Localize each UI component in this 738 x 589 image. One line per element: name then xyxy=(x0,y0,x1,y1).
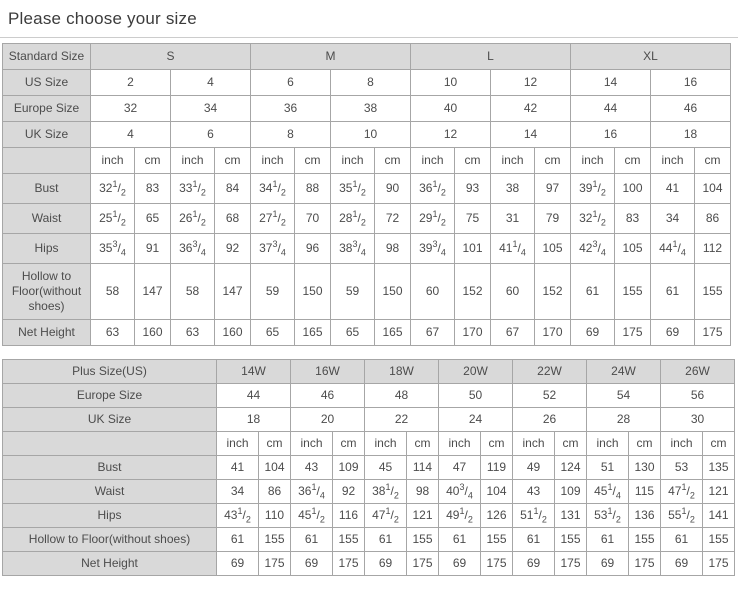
unit-cell: cm xyxy=(629,432,661,456)
value-cell: 121 xyxy=(407,504,439,528)
value-cell: 56 xyxy=(661,384,735,408)
value-cell: 175 xyxy=(407,552,439,576)
value-cell: $33^1/_2$ xyxy=(171,174,215,204)
value-cell: 4 xyxy=(91,122,171,148)
unit-cell: cm xyxy=(695,148,731,174)
unit-cell: inch xyxy=(91,148,135,174)
row-label: UK Size xyxy=(3,122,91,148)
value-cell: 69 xyxy=(661,552,703,576)
table-row xyxy=(3,384,735,408)
value-cell: 61 xyxy=(513,528,555,552)
unit-cell: cm xyxy=(375,148,411,174)
value-cell: 160 xyxy=(215,320,251,346)
value-cell: 16 xyxy=(651,70,731,96)
unit-cell: inch xyxy=(331,148,375,174)
size-group-cell: S xyxy=(91,44,251,70)
unit-cell: cm xyxy=(615,148,651,174)
value-cell: 109 xyxy=(333,456,365,480)
value-cell: 58 xyxy=(171,264,215,320)
value-cell: 135 xyxy=(703,456,735,480)
value-cell: 69 xyxy=(513,552,555,576)
value-cell: 69 xyxy=(291,552,333,576)
value-cell: 53 xyxy=(661,456,703,480)
value-cell: $43^1/_2$ xyxy=(217,504,259,528)
value-cell: 155 xyxy=(615,264,651,320)
value-cell: 69 xyxy=(365,552,407,576)
table-row xyxy=(3,480,735,504)
value-cell: 147 xyxy=(215,264,251,320)
value-cell: 28 xyxy=(587,408,661,432)
size-group-cell: 20W xyxy=(439,360,513,384)
page-title: Please choose your size xyxy=(8,9,197,28)
unit-cell: inch xyxy=(291,432,333,456)
unit-cell: cm xyxy=(135,148,171,174)
value-cell: $39^1/_2$ xyxy=(571,174,615,204)
unit-cell: cm xyxy=(555,432,587,456)
value-cell: $25^1/_2$ xyxy=(91,204,135,234)
table-row xyxy=(3,552,735,576)
value-cell: $36^1/_2$ xyxy=(411,174,455,204)
unit-cell: cm xyxy=(481,432,513,456)
unit-cell: inch xyxy=(171,148,215,174)
value-cell: 67 xyxy=(491,320,535,346)
table-row xyxy=(3,234,731,264)
value-cell: 155 xyxy=(407,528,439,552)
row-label: Waist xyxy=(3,480,217,504)
value-cell: $39^3/_4$ xyxy=(411,234,455,264)
table-row xyxy=(3,432,735,456)
table-row xyxy=(3,70,731,96)
value-cell: 96 xyxy=(295,234,331,264)
value-cell: 34 xyxy=(217,480,259,504)
value-cell: 170 xyxy=(535,320,571,346)
value-cell: 160 xyxy=(135,320,171,346)
value-cell: 61 xyxy=(365,528,407,552)
value-cell: 175 xyxy=(703,552,735,576)
value-cell: 14 xyxy=(571,70,651,96)
value-cell: 175 xyxy=(629,552,661,576)
value-cell: 84 xyxy=(215,174,251,204)
size-group-cell: 18W xyxy=(365,360,439,384)
size-group-cell: XL xyxy=(571,44,731,70)
standard-size-table xyxy=(2,43,731,346)
table-row xyxy=(3,504,735,528)
value-cell: 131 xyxy=(555,504,587,528)
value-cell: 175 xyxy=(695,320,731,346)
value-cell: $40^3/_4$ xyxy=(439,480,481,504)
value-cell: 61 xyxy=(587,528,629,552)
value-cell: 65 xyxy=(251,320,295,346)
unit-cell: inch xyxy=(217,432,259,456)
value-cell: $34^1/_2$ xyxy=(251,174,295,204)
row-label: Europe Size xyxy=(3,384,217,408)
value-cell: 98 xyxy=(407,480,439,504)
value-cell: 104 xyxy=(481,480,513,504)
unit-cell: cm xyxy=(215,148,251,174)
value-cell: $35^1/_2$ xyxy=(331,174,375,204)
row-label: Hollow to Floor(without shoes) xyxy=(3,528,217,552)
value-cell: 165 xyxy=(295,320,331,346)
unit-cell: inch xyxy=(571,148,615,174)
unit-cell: inch xyxy=(251,148,295,174)
value-cell: 61 xyxy=(217,528,259,552)
value-cell: 52 xyxy=(513,384,587,408)
value-cell: 79 xyxy=(535,204,571,234)
row-label: Waist xyxy=(3,204,91,234)
value-cell: 150 xyxy=(375,264,411,320)
unit-cell: cm xyxy=(407,432,439,456)
value-cell: 6 xyxy=(171,122,251,148)
unit-cell: inch xyxy=(411,148,455,174)
value-cell: $28^1/_2$ xyxy=(331,204,375,234)
table-row xyxy=(3,408,735,432)
value-cell: 75 xyxy=(455,204,491,234)
value-cell: 51 xyxy=(587,456,629,480)
value-cell: 136 xyxy=(629,504,661,528)
value-cell: 22 xyxy=(365,408,439,432)
value-cell: 40 xyxy=(411,96,491,122)
value-cell: 105 xyxy=(615,234,651,264)
value-cell: 59 xyxy=(251,264,295,320)
value-cell: 105 xyxy=(535,234,571,264)
size-group-cell: 16W xyxy=(291,360,365,384)
row-label: Net Height xyxy=(3,320,91,346)
value-cell: 116 xyxy=(333,504,365,528)
value-cell: 34 xyxy=(651,204,695,234)
value-cell: $37^3/_4$ xyxy=(251,234,295,264)
size-group-cell: M xyxy=(251,44,411,70)
value-cell: 8 xyxy=(251,122,331,148)
value-cell: 124 xyxy=(555,456,587,480)
value-cell: 69 xyxy=(439,552,481,576)
value-cell: 65 xyxy=(135,204,171,234)
value-cell: $29^1/_2$ xyxy=(411,204,455,234)
row-label: Hips xyxy=(3,234,91,264)
table-row xyxy=(3,148,731,174)
value-cell: 24 xyxy=(439,408,513,432)
table-row xyxy=(3,528,735,552)
row-label: UK Size xyxy=(3,408,217,432)
value-cell: 92 xyxy=(333,480,365,504)
value-cell: $36^1/_4$ xyxy=(291,480,333,504)
unit-cell: cm xyxy=(333,432,365,456)
value-cell: $45^1/_4$ xyxy=(587,480,629,504)
unit-cell: cm xyxy=(259,432,291,456)
value-cell: $38^1/_2$ xyxy=(365,480,407,504)
value-cell: 58 xyxy=(91,264,135,320)
value-cell: 69 xyxy=(217,552,259,576)
value-cell: 152 xyxy=(455,264,491,320)
value-cell: 93 xyxy=(455,174,491,204)
row-label: Net Height xyxy=(3,552,217,576)
value-cell: 63 xyxy=(171,320,215,346)
value-cell: 31 xyxy=(491,204,535,234)
value-cell: 14 xyxy=(491,122,571,148)
value-cell: 92 xyxy=(215,234,251,264)
value-cell: 155 xyxy=(703,528,735,552)
row-label: Plus Size(US) xyxy=(3,360,217,384)
row-label: Standard Size xyxy=(3,44,91,70)
value-cell: 175 xyxy=(615,320,651,346)
value-cell: 44 xyxy=(571,96,651,122)
value-cell: 30 xyxy=(661,408,735,432)
value-cell: 70 xyxy=(295,204,331,234)
value-cell: 72 xyxy=(375,204,411,234)
value-cell: 67 xyxy=(411,320,455,346)
value-cell: $41^1/_4$ xyxy=(491,234,535,264)
value-cell: 130 xyxy=(629,456,661,480)
value-cell: 141 xyxy=(703,504,735,528)
value-cell: 126 xyxy=(481,504,513,528)
value-cell: 86 xyxy=(259,480,291,504)
value-cell: 41 xyxy=(217,456,259,480)
value-cell: 155 xyxy=(555,528,587,552)
value-cell: 12 xyxy=(491,70,571,96)
row-label: Hollow to Floor(without shoes) xyxy=(3,264,91,320)
unit-cell: inch xyxy=(661,432,703,456)
table-row xyxy=(3,456,735,480)
value-cell: 101 xyxy=(455,234,491,264)
value-cell: 44 xyxy=(217,384,291,408)
value-cell: 46 xyxy=(651,96,731,122)
value-cell: 83 xyxy=(615,204,651,234)
table-row xyxy=(3,44,731,70)
value-cell: 26 xyxy=(513,408,587,432)
value-cell: $49^1/_2$ xyxy=(439,504,481,528)
value-cell: 68 xyxy=(215,204,251,234)
value-cell: 61 xyxy=(651,264,695,320)
value-cell: 36 xyxy=(251,96,331,122)
value-cell: 6 xyxy=(251,70,331,96)
value-cell: 175 xyxy=(333,552,365,576)
unit-cell: inch xyxy=(491,148,535,174)
value-cell: $38^3/_4$ xyxy=(331,234,375,264)
size-group-cell: 24W xyxy=(587,360,661,384)
size-chart-page xyxy=(0,9,738,576)
value-cell: 155 xyxy=(333,528,365,552)
value-cell: 155 xyxy=(695,264,731,320)
value-cell: 69 xyxy=(571,320,615,346)
value-cell: $45^1/_2$ xyxy=(291,504,333,528)
value-cell: $27^1/_2$ xyxy=(251,204,295,234)
value-cell: $42^3/_4$ xyxy=(571,234,615,264)
value-cell: 90 xyxy=(375,174,411,204)
value-cell: 97 xyxy=(535,174,571,204)
value-cell: 2 xyxy=(91,70,171,96)
value-cell: 104 xyxy=(695,174,731,204)
value-cell: 42 xyxy=(491,96,571,122)
value-cell: 38 xyxy=(331,96,411,122)
value-cell: 47 xyxy=(439,456,481,480)
unit-cell: inch xyxy=(513,432,555,456)
value-cell: 4 xyxy=(171,70,251,96)
value-cell: 152 xyxy=(535,264,571,320)
value-cell: 165 xyxy=(375,320,411,346)
value-cell: 8 xyxy=(331,70,411,96)
size-group-cell: 14W xyxy=(217,360,291,384)
unit-cell: inch xyxy=(587,432,629,456)
row-label xyxy=(3,432,217,456)
unit-cell: inch xyxy=(651,148,695,174)
row-label: Europe Size xyxy=(3,96,91,122)
title-divider xyxy=(0,37,738,38)
value-cell: 91 xyxy=(135,234,171,264)
plus-size-table xyxy=(2,359,735,576)
unit-cell: cm xyxy=(455,148,491,174)
table-row xyxy=(3,320,731,346)
value-cell: 121 xyxy=(703,480,735,504)
value-cell: 61 xyxy=(439,528,481,552)
value-cell: $26^1/_2$ xyxy=(171,204,215,234)
value-cell: 32 xyxy=(91,96,171,122)
value-cell: 115 xyxy=(629,480,661,504)
value-cell: 88 xyxy=(295,174,331,204)
value-cell: 83 xyxy=(135,174,171,204)
value-cell: 100 xyxy=(615,174,651,204)
unit-cell: cm xyxy=(535,148,571,174)
unit-cell: inch xyxy=(365,432,407,456)
value-cell: $55^1/_2$ xyxy=(661,504,703,528)
value-cell: 98 xyxy=(375,234,411,264)
table-row xyxy=(3,204,731,234)
value-cell: 20 xyxy=(291,408,365,432)
value-cell: 86 xyxy=(695,204,731,234)
value-cell: 43 xyxy=(513,480,555,504)
value-cell: $53^1/_2$ xyxy=(587,504,629,528)
value-cell: 150 xyxy=(295,264,331,320)
value-cell: 175 xyxy=(481,552,513,576)
value-cell: 65 xyxy=(331,320,375,346)
table-row xyxy=(3,360,735,384)
value-cell: 60 xyxy=(411,264,455,320)
unit-cell: cm xyxy=(703,432,735,456)
value-cell: 61 xyxy=(661,528,703,552)
value-cell: 61 xyxy=(291,528,333,552)
size-group-cell: 22W xyxy=(513,360,587,384)
row-label: Bust xyxy=(3,456,217,480)
value-cell: 119 xyxy=(481,456,513,480)
value-cell: 110 xyxy=(259,504,291,528)
value-cell: 155 xyxy=(629,528,661,552)
value-cell: 34 xyxy=(171,96,251,122)
size-group-cell: L xyxy=(411,44,571,70)
value-cell: $35^3/_4$ xyxy=(91,234,135,264)
value-cell: 104 xyxy=(259,456,291,480)
value-cell: 69 xyxy=(651,320,695,346)
value-cell: 59 xyxy=(331,264,375,320)
value-cell: 18 xyxy=(651,122,731,148)
value-cell: $47^1/_2$ xyxy=(365,504,407,528)
value-cell: 61 xyxy=(571,264,615,320)
value-cell: 49 xyxy=(513,456,555,480)
table-row xyxy=(3,96,731,122)
value-cell: 48 xyxy=(365,384,439,408)
value-cell: 175 xyxy=(259,552,291,576)
value-cell: 112 xyxy=(695,234,731,264)
unit-cell: cm xyxy=(295,148,331,174)
value-cell: 170 xyxy=(455,320,491,346)
value-cell: 175 xyxy=(555,552,587,576)
value-cell: $32^1/_2$ xyxy=(571,204,615,234)
value-cell: 155 xyxy=(481,528,513,552)
value-cell: 60 xyxy=(491,264,535,320)
row-label: US Size xyxy=(3,70,91,96)
value-cell: 16 xyxy=(571,122,651,148)
value-cell: 54 xyxy=(587,384,661,408)
value-cell: $32^1/_2$ xyxy=(91,174,135,204)
value-cell: $36^3/_4$ xyxy=(171,234,215,264)
row-label: Bust xyxy=(3,174,91,204)
value-cell: 155 xyxy=(259,528,291,552)
size-group-cell: 26W xyxy=(661,360,735,384)
value-cell: 43 xyxy=(291,456,333,480)
row-label xyxy=(3,148,91,174)
value-cell: 114 xyxy=(407,456,439,480)
value-cell: $44^1/_4$ xyxy=(651,234,695,264)
value-cell: $47^1/_2$ xyxy=(661,480,703,504)
row-label: Hips xyxy=(3,504,217,528)
value-cell: 109 xyxy=(555,480,587,504)
value-cell: 50 xyxy=(439,384,513,408)
value-cell: $51^1/_2$ xyxy=(513,504,555,528)
table-row xyxy=(3,122,731,148)
value-cell: 18 xyxy=(217,408,291,432)
unit-cell: inch xyxy=(439,432,481,456)
value-cell: 63 xyxy=(91,320,135,346)
table-row xyxy=(3,264,731,320)
value-cell: 69 xyxy=(587,552,629,576)
value-cell: 147 xyxy=(135,264,171,320)
value-cell: 10 xyxy=(411,70,491,96)
value-cell: 38 xyxy=(491,174,535,204)
value-cell: 41 xyxy=(651,174,695,204)
value-cell: 12 xyxy=(411,122,491,148)
value-cell: 45 xyxy=(365,456,407,480)
table-row xyxy=(3,174,731,204)
value-cell: 10 xyxy=(331,122,411,148)
value-cell: 46 xyxy=(291,384,365,408)
